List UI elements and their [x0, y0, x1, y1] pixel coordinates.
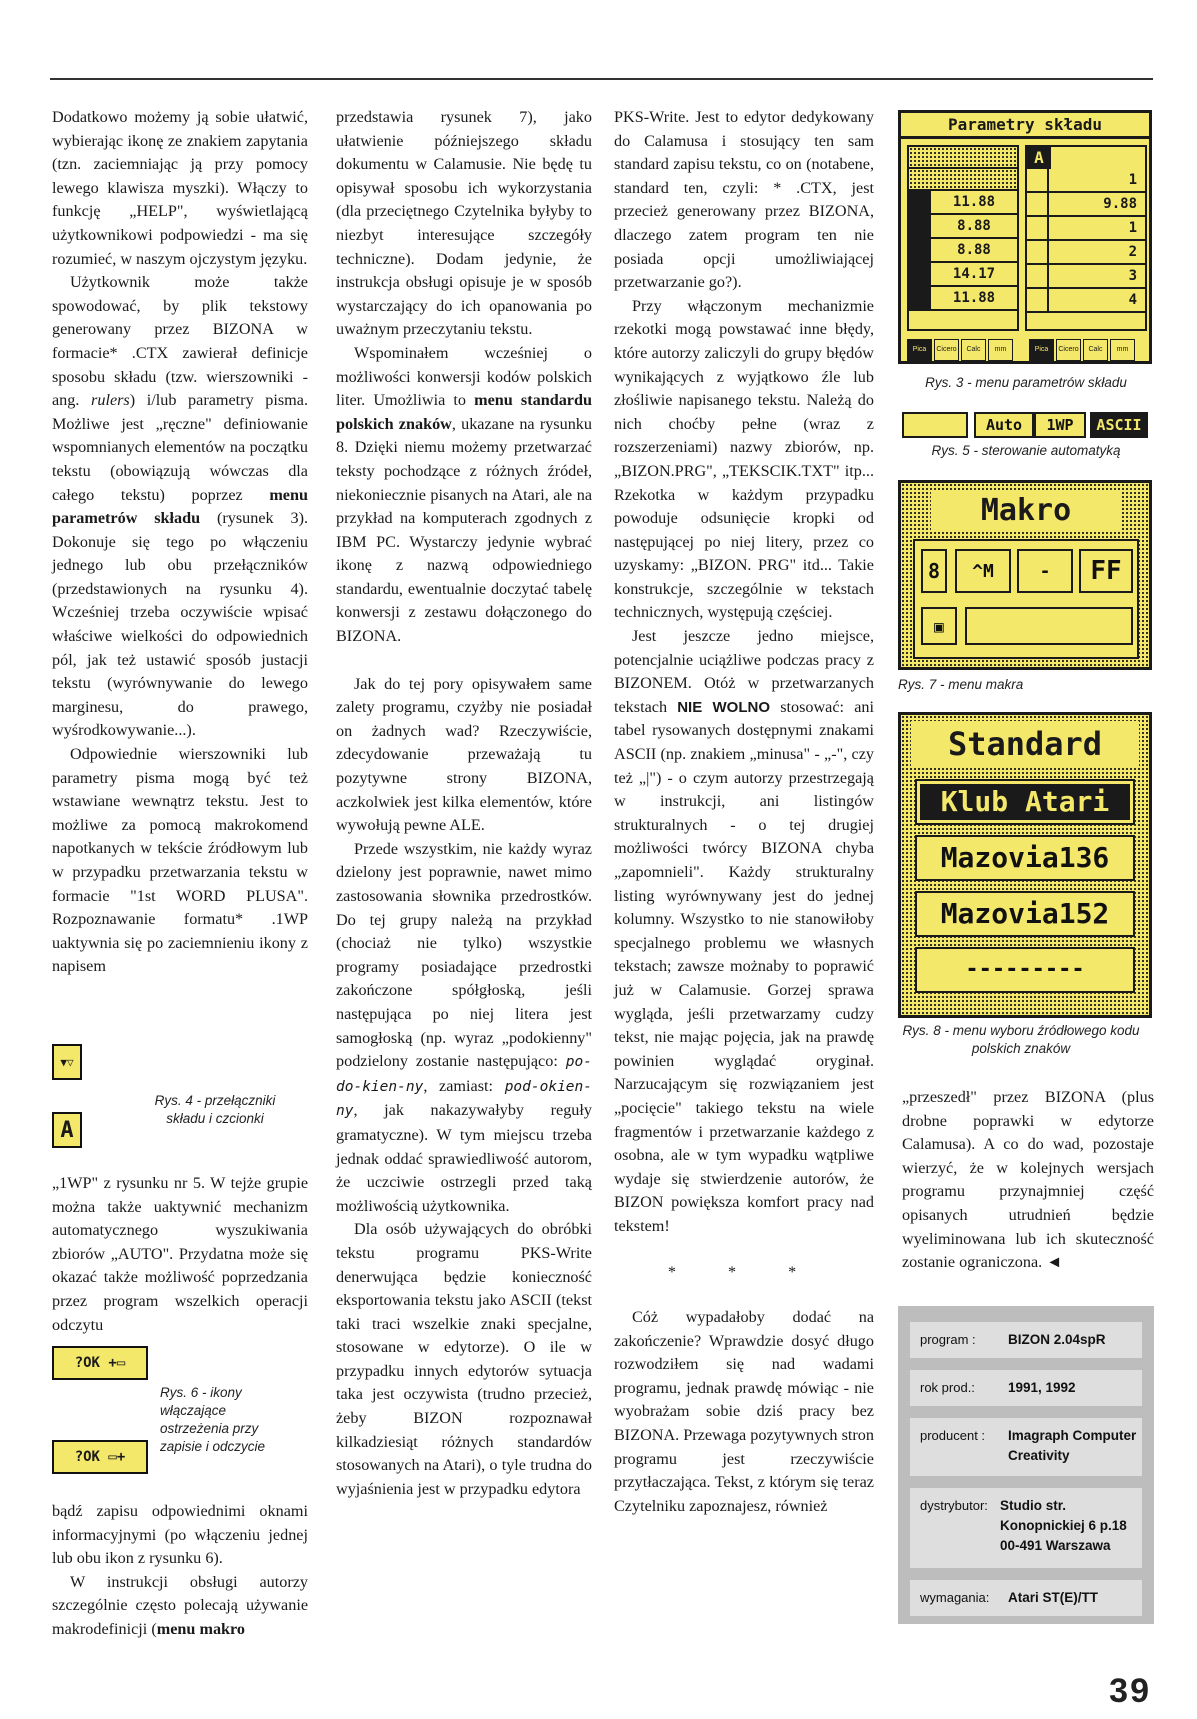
column-1 — [52, 106, 308, 979]
fig8-option[interactable]: Mazovia136 — [915, 835, 1135, 881]
fig3-right-panel — [1025, 145, 1147, 331]
column-2 — [336, 106, 592, 1501]
text: Użytkownik może także spowodować, by plik tekstowy generowany przez BIZONA w formacie* .CTX zawierał definicje sposobu składu (tzw. wierszowniki - ang. — [52, 273, 308, 410]
fig7-disk-icon: ▣ — [921, 607, 957, 645]
info-value: 1991, 1992 — [1008, 1380, 1076, 1395]
paragraph: Jak do tej pory opisywałem same zalety programu, czyżby nie posiadał on żadnych wad? Rzeczywiście, zdecydowanie przeważają tu pozytywne strony BIZONA, aczkolwiek jest kilka elementów, które wywołują pewne ALE. — [336, 674, 592, 835]
fig3-row-icon — [1027, 241, 1049, 263]
fig3-left-panel — [907, 145, 1019, 331]
fig7-field: - — [1017, 549, 1073, 593]
end-mark-icon: ◄ — [1046, 1253, 1063, 1272]
italic-term: rulers — [91, 391, 130, 410]
fig7-title: Makro — [931, 491, 1121, 531]
fig3-parameters-window — [898, 110, 1152, 364]
fig3-unit-button[interactable]: Pica — [907, 339, 932, 361]
fig8-option[interactable]: Klub Atari — [915, 779, 1135, 825]
fig7-macro-window — [898, 480, 1152, 670]
column-1-end — [52, 1500, 308, 1642]
paragraph — [336, 342, 592, 649]
info-label: rok prod.: — [920, 1380, 975, 1395]
column-1-cont — [52, 1172, 308, 1337]
fig3-caption: Rys. 3 - menu parametrów składu — [925, 375, 1127, 390]
fig3-row-icon — [1027, 169, 1049, 191]
fig3-row-icon — [1027, 289, 1049, 311]
fig3-left-value[interactable]: 8.88 — [957, 242, 991, 258]
text: ) i/lub parametry pisma. Możliwe jest „ręczne" definiowanie wspomnianych elementów na początku tekstu (obowiązują wówczas dla całego tekstu) poprzez — [52, 391, 308, 504]
fig7-caption: Rys. 7 - menu makra — [898, 677, 1024, 692]
fig3-font-icon: A — [1027, 147, 1051, 169]
info-row-requirements — [910, 1580, 1142, 1616]
mono-term: po-do-kien-ny — [336, 1054, 592, 1095]
fig3-row-icon — [1027, 217, 1049, 239]
paragraph: Odpowiednie wierszowniki lub parametry pisma mogą być też wstawiane wewnątrz tekstu. Jest to możliwe za pomocą makrokomend napotkanych w tekście źródłowym lub w przypadku przetwarzania tekstu w formacie "1st WORD PLUSA". Rozpoznawanie formatu* .1WP uaktywnia się po zaciemnieniu ikony z napisem — [52, 745, 308, 976]
fig3-left-row — [909, 239, 1017, 263]
info-row-distributor — [910, 1488, 1142, 1568]
fig3-right-value[interactable]: 1 — [1128, 172, 1137, 188]
text: Wspominałem wcześniej o możliwości konwersji kodów polskich liter. Umożliwia to — [336, 343, 592, 410]
fig3-row-icon — [909, 287, 931, 309]
fig3-left-values — [909, 191, 1017, 311]
fig6-write-warning-icon: ?OK ▭+ — [52, 1440, 148, 1474]
fig3-unit-button[interactable]: Cicero — [934, 339, 959, 361]
page-number: 39 — [1109, 1672, 1151, 1710]
fig3-pattern-row — [909, 169, 1017, 191]
column-4 — [902, 1086, 1154, 1275]
paragraph: bądź zapisu odpowiednimi oknami informacyjnymi (po włączeniu jednej lub obu ikon z rysunku 6). — [52, 1502, 308, 1568]
paragraph: Cóż wypadałoby dodać na zakończenie? Wprawdzie dosyć długo rozwodziłem się nad wadami programu, jednak prawdę mówiąc - nie wyobrażam sobie dziś pracy bez BIZONA. Przewaga pozytywnych stron programu jest rzeczywiście przytłaczająca. Tekst, z którym się teraz Czytelniku zapoznajesz, również — [614, 1308, 874, 1515]
paragraph: Dodatkowo możemy ją sobie ułatwić, wybierając ikonę ze znakiem zapytania (tzn. zaciemniając ją przy pomocy lewego klawisza myszki). Włączy to funkcję „HELP", wyświetlającą użytkownikowi podpowiedzi - ma się rozumieć, w naszym ojczystym języku. — [52, 108, 308, 268]
fig7-input-field — [965, 607, 1133, 645]
bold-term: menu standardu polskich znaków — [336, 391, 592, 433]
fig3-left-value[interactable]: 8.88 — [957, 218, 991, 234]
text: , jak nakazywałyby reguły gramatyczne). W tym miejscu trzeba jednak oddać sprawiedliwość autorom, że uczciwie ostrzegli przed taką możliwością użytkownika. — [336, 1101, 592, 1215]
fig5-caption: Rys. 5 - sterowanie automatyką — [931, 443, 1121, 458]
fig3-left-row — [909, 191, 1017, 215]
paragraph — [52, 271, 308, 743]
bold-term: menu makro — [156, 1619, 246, 1638]
fig3-unit-buttons — [907, 339, 1147, 361]
paragraph: Przy włączonym mechanizmie rzekotki mogą powstawać inne błędy, które autorzy zaliczyli do grupy błędów wynikających z wyjątkowo źle lub złośliwie napisanego tekstu. Należą do nich choćby pełne (wraz z rozszerzeniami) nazwy zbiorów, np. „BIZON.PRG", „TEKSCIK.TXT" itp... Rzekotka w każdym przypadku powoduje odsunięcie kropki od następującej po niej litery, przez co uzyskamy: „BIZON. PRG" itd... Takie konstrukcje, szczególnie w tekstach technicznych, występują częściej. — [614, 296, 874, 622]
fig6-caption: Rys. 6 - ikony włączające ostrzeżenia przy zapisie i odczycie — [160, 1385, 266, 1454]
text: „przeszedł" przez BIZONA (plus drobne poprawki w edytorze Calamusa). A co do wad, pozostaje wierzyć, że w kolejnych wersjach programu przynajmniej część opisanych utrudnień będzie wyeliminowana lub ich skuteczność zostanie ograniczona. — [902, 1088, 1154, 1272]
fig3-right-row — [1027, 265, 1145, 289]
paragraph — [902, 1086, 1154, 1275]
fig3-right-value[interactable]: 3 — [1128, 268, 1137, 284]
fig7-body — [913, 539, 1139, 659]
fig3-right-row — [1027, 217, 1145, 241]
fig3-left-value[interactable]: 14.17 — [952, 266, 996, 282]
fig3-right-row — [1027, 193, 1145, 217]
info-value: BIZON 2.04spR — [1008, 1332, 1106, 1347]
fig3-left-row — [909, 287, 1017, 311]
info-label: program : — [920, 1332, 976, 1347]
bold-term: NIE WOLNO — [677, 698, 771, 716]
info-value: Imagraph Computer Creativity — [1008, 1428, 1137, 1463]
fig3-right-value[interactable]: 4 — [1128, 292, 1137, 308]
fig5-automation-bar — [902, 412, 1148, 438]
fig3-right-row — [1027, 169, 1145, 193]
text: , zamiast: — [423, 1076, 505, 1095]
paragraph — [52, 1571, 308, 1642]
info-label: wymagania: — [920, 1590, 990, 1605]
fig3-right-row — [1027, 241, 1145, 265]
text: stosować: ani tabel rysowanych dostępnymi znakami ASCII (np. znakiem „minusa" - „-", czy też „|") - o czym autorzy przestrzegają w instrukcji, ani listingów strukturalnych - o tej drugiej możliwości twórcy BIZONA chyba „zapomnieli". Każdy strukturalny listing wyrównywany jest do jednej kolumny. Wszystko to nie stanowiłoby specjalnego problemu we własnych tekstach; zawsze możnaby to poprawić już w Calamusie. Gorzej sprawa wygląda, jeśli przetwarzamy cudzy tekst, nie mając pojęcia, jak na prawdę powinien wyglądać oryginał. Narzucającym się rozwiązaniem jest „pocięcie" takiego tekstu na wiele fragmentów i przetwarzanie każdego z osobna, ale w tym wypadku wątpliwe wydaje się stwierdzenie autorów, że BIZON powiększa komfort pracy nad tekstem! — [614, 697, 874, 1235]
fig3-row-icon — [1027, 265, 1049, 287]
fig8-standard-window — [898, 712, 1152, 1018]
fig8-caption: Rys. 8 - menu wyboru źródłowego kodu polskich znaków — [902, 1023, 1140, 1056]
fig3-row-icon — [909, 191, 931, 213]
fig3-unit-button[interactable]: Cicero — [1056, 339, 1081, 361]
fig8-option[interactable]: Mazovia152 — [915, 891, 1135, 937]
info-label: producent : — [920, 1428, 986, 1443]
fig5-button-ascii[interactable]: ASCII — [1090, 412, 1148, 438]
fig7-field: FF — [1079, 549, 1133, 593]
fig3-row-icon — [909, 239, 931, 261]
fig6-read-warning-icon: ?OK +▭ — [52, 1346, 148, 1380]
mono-term: pod-okien-ny — [336, 1078, 592, 1120]
paragraph: PKS-Write. Jest to edytor dedykowany do Calamusa i stosujący ten sam standard zapisu tekstu, co on (notabene, standard ten, czyli: * .CTX, jest przecież generowany przez BIZONA, dlaczego zatem program ten nie posiada opcji umożliwiającej przetwarzanie go?). — [614, 108, 874, 292]
fig3-unit-button[interactable]: mm — [988, 339, 1013, 361]
section-break: * * * — [667, 1262, 821, 1281]
info-label: dystrybutor: — [920, 1498, 988, 1513]
paragraph: „1WP" z rysunku nr 5. W tejże grupie można także uaktywnić mechanizm automatycznego wyszukiwania zbiorów „AUTO". Przydatna może się okazać także możliwość poprzedzania przez program wszelkich operacji odczytu — [52, 1174, 308, 1334]
paragraph: przedstawia rysunek 7), jako ułatwienie późniejszego składu dokumentu w Calamusie. Nie będę tu opisywał sposobu ich wykorzystania (dla przeciętnego Czytelnika byłyby to niezbyt interesujące szczegóły techniczne). Dodam jedynie, że instrukcja obsługi opisuje je w sposób wystarczający do ich opanowania po uważnym przeczytaniu tekstu. — [336, 108, 592, 339]
fig3-pattern-row — [909, 147, 1017, 169]
text: Jest jeszcze jedno miejsce, potencjalnie uciążliwe podczas pracy z BIZONEM. Otóż w przetwarzanych tekstach — [614, 627, 874, 716]
fig4-ruler-toggle-icon: ▼▽ — [52, 1044, 82, 1080]
fig3-unit-button[interactable]: Calc — [961, 339, 986, 361]
paragraph — [614, 625, 874, 1238]
fig3-row-icon — [909, 215, 931, 237]
fig3-right-value[interactable]: 1 — [1128, 220, 1137, 236]
text: (rysunek 3). Dokonuje się tego po włączeniu jednego lub obu przełączników (przedstawionych na rysunku 4). Wcześniej trzeba oczywiście wpisać właściwe wielkości do odpowiednich pól, jak też ustawić sposób justacji tekstu (wyrównywanie do lewego marginesu, do prawego, wyśrodkowywanie...). — [52, 509, 309, 740]
fig8-option[interactable]: --------- — [915, 947, 1135, 993]
fig3-right-value[interactable]: 2 — [1128, 244, 1137, 260]
fig7-field: ^M — [955, 549, 1011, 593]
fig8-title: Standard — [911, 721, 1139, 767]
fig3-title: Parametry składu — [901, 113, 1149, 139]
fig3-row-icon — [909, 263, 931, 285]
fig5-button-auto[interactable]: Auto — [974, 412, 1034, 438]
fig3-unit-button[interactable]: Calc — [1083, 339, 1108, 361]
fig3-left-value[interactable]: 11.88 — [952, 290, 996, 306]
info-row-program — [910, 1322, 1142, 1358]
fig7-cycle-icon: 8 — [921, 549, 947, 593]
fig3-right-row — [1027, 289, 1145, 313]
text: , ukazane na rysunku 8. Dzięki niemu możemy przetwarzać teksty pochodzące z różnych źródeł, niekoniecznie pisanych na Atari, ale na przykład na komputerach zgodnych z IBM PC. Wystarczy jedynie wybrać ikonę z nazwą odpowiedniego standardu, ewentualnie doczytać tabelę konwersji z zestawu dołączonego do BIZONA. — [336, 414, 592, 646]
column-3 — [614, 106, 874, 1518]
paragraph: Dla osób używających do obróbki tekstu programu PKS-Write denerwująca będzie konieczność eksportowania tekstu jako ASCII (tekst taki traci wszelkie znaki specjalne, stosowane w edytorze). O ile w przypadku innych edytorów sytuacja taka jest oczywista (trudno przecież, żeby BIZON rozpoznawał kilkadziesiąt różnych standardów stosowanych na Atari), o tyle trudna do wyjaśnienia jest w przypadku edytora — [336, 1220, 592, 1498]
fig3-left-row — [909, 215, 1017, 239]
info-value: Atari ST(E)/TT — [1008, 1590, 1098, 1605]
fig5-button-1wp[interactable]: 1WP — [1034, 412, 1086, 438]
info-value: Studio str. Konopnickiej 6 p.18 00-491 Warszawa — [1000, 1498, 1127, 1553]
fig4-font-toggle-icon: A — [52, 1112, 82, 1148]
fig3-right-values — [1027, 169, 1145, 313]
program-info-box — [898, 1306, 1154, 1624]
fig3-left-row — [909, 263, 1017, 287]
fig4-caption: Rys. 4 - przełączniki składu i czcionki — [154, 1093, 276, 1126]
text: W instrukcji obsługi autorzy szczególnie często polecają używanie makrodefinicji ( — [52, 1572, 308, 1638]
fig3-unit-button[interactable]: mm — [1110, 339, 1135, 361]
fig3-right-value[interactable]: 9.88 — [1103, 196, 1137, 212]
fig6-text: ?OK — [74, 1449, 100, 1465]
fig3-unit-button[interactable]: Pica — [1029, 339, 1054, 361]
fig3-row-icon — [1027, 193, 1049, 215]
info-row-producer — [910, 1418, 1142, 1476]
bold-term: menu parametrów składu — [52, 485, 308, 528]
fig3-left-value[interactable]: 11.88 — [952, 194, 996, 210]
paragraph — [336, 838, 592, 1219]
top-rule — [50, 78, 1153, 80]
text: Przede wszystkim, nie każdy wyraz dzielony jest poprawnie, nawet mimo zastosowania słownika przedrostków. Do tej grupy należą na przykład (chociaż nie tylko) wszystkie programy posiadające przedrostki zakończone spółgłoską, jeśli następująca po niej litera jest samogłoską (np. wyraz „podokienny" podzielony zostanie następująco: — [336, 839, 592, 1071]
fig5-disk-icon: ?▭● — [902, 412, 968, 438]
info-row-year — [910, 1370, 1142, 1406]
fig6-text: ?OK — [74, 1355, 100, 1371]
